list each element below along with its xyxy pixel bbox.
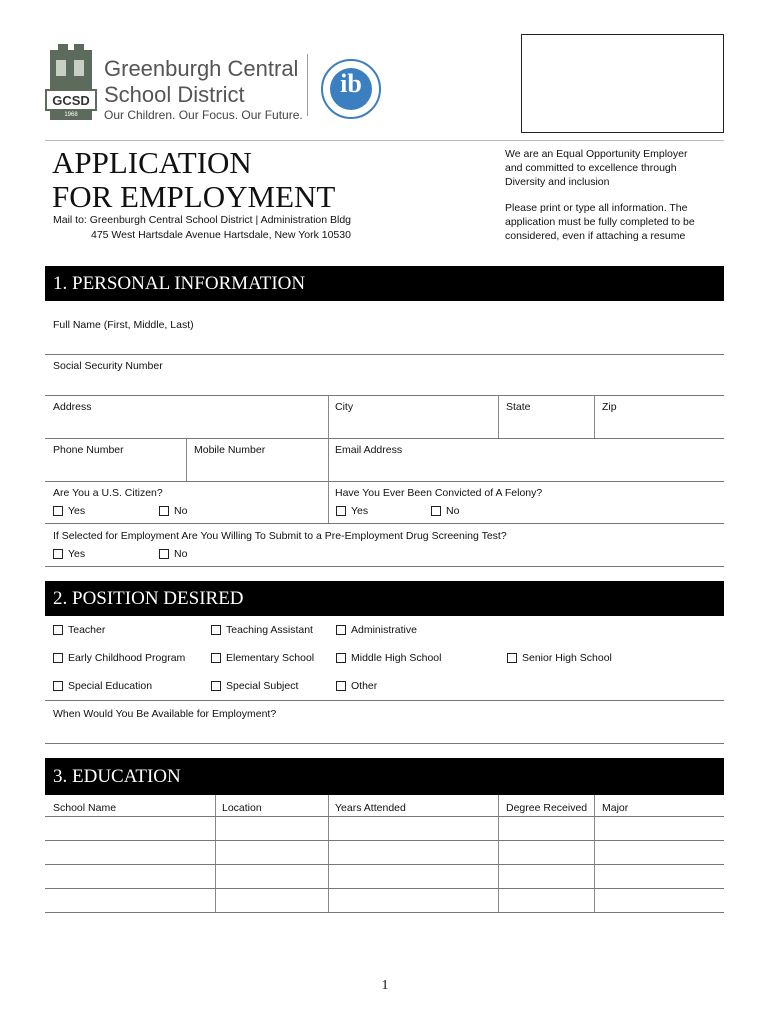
city-state-divider	[498, 395, 499, 438]
district-tagline: Our Children. Our Focus. Our Future.	[104, 108, 303, 122]
full-name-label: Full Name (First, Middle, Last)	[53, 319, 194, 331]
mobile-label: Mobile Number	[194, 444, 266, 456]
checkbox-label: Middle High School	[351, 652, 442, 664]
checkbox-label: Special Education	[68, 680, 153, 692]
early-childhood-checkbox[interactable]	[53, 652, 185, 664]
state-label: State	[506, 401, 531, 413]
checkbox-icon	[53, 625, 63, 635]
ib-logo-text: ib	[340, 69, 362, 98]
special-education-checkbox[interactable]	[53, 680, 152, 692]
checkbox-icon	[211, 625, 221, 635]
ib-logo	[318, 58, 384, 120]
drug-no-checkbox[interactable]	[159, 548, 187, 560]
education-row[interactable]	[45, 864, 724, 865]
instructions-line3: considered, even if attaching a resume	[505, 230, 686, 242]
logo-badge-text: GCSD	[52, 93, 90, 108]
checkbox-icon	[336, 625, 346, 635]
education-row[interactable]	[45, 912, 724, 913]
checkbox-icon	[159, 506, 169, 516]
col-major: Major	[602, 802, 629, 814]
page-title-line2: FOR EMPLOYMENT	[52, 179, 336, 214]
senior-high-checkbox[interactable]	[507, 652, 612, 664]
checkbox-label: No	[174, 548, 188, 560]
col-years-attended: Years Attended	[335, 802, 406, 814]
email-label: Email Address	[335, 444, 403, 456]
felony-no-checkbox[interactable]	[431, 505, 459, 517]
citizen-row-bottom	[45, 523, 724, 524]
col-degree-received: Degree Received	[506, 802, 588, 814]
checkbox-label: Special Subject	[226, 680, 299, 692]
education-col-divider	[498, 795, 499, 912]
logo-divider	[307, 54, 308, 116]
checkbox-icon	[507, 653, 517, 663]
middle-high-checkbox[interactable]	[336, 652, 441, 664]
checkbox-icon	[431, 506, 441, 516]
citizen-question: Are You a U.S. Citizen?	[53, 487, 163, 499]
section-personal-information: 1. PERSONAL INFORMATION	[45, 266, 724, 301]
checkbox-label: Yes	[68, 505, 86, 517]
ssn-label: Social Security Number	[53, 360, 163, 372]
checkbox-icon	[159, 549, 169, 559]
eoe-line3: Diversity and inclusion	[505, 176, 610, 188]
instructions-line1: Please print or type all information. The	[505, 202, 688, 214]
col-location: Location	[222, 802, 262, 814]
checkbox-icon	[336, 681, 346, 691]
header-divider	[45, 140, 724, 141]
eoe-line2: and committed to excellence through	[505, 162, 677, 174]
felony-yes-checkbox[interactable]	[336, 505, 368, 517]
photo-box	[521, 34, 724, 133]
education-col-divider	[215, 795, 216, 912]
checkbox-icon	[211, 653, 221, 663]
checkbox-label: Administrative	[351, 624, 417, 636]
mail-to-line1: Mail to: Greenburgh Central School District | Administration Bldg	[53, 214, 352, 226]
drug-row-bottom	[45, 566, 724, 567]
district-name-line2: School District	[104, 82, 245, 107]
education-row[interactable]	[45, 816, 724, 817]
city-label: City	[335, 401, 354, 413]
checkbox-label: Early Childhood Program	[68, 652, 186, 664]
education-col-divider	[594, 795, 595, 912]
felony-question: Have You Ever Been Convicted of A Felony?	[335, 487, 543, 499]
checkbox-icon	[336, 506, 346, 516]
checkbox-label: No	[174, 505, 188, 517]
checkbox-label: Teacher	[68, 624, 106, 636]
checkbox-label: Senior High School	[522, 652, 612, 664]
citizen-felony-divider	[328, 481, 329, 523]
administrative-checkbox[interactable]	[336, 624, 417, 636]
page-title-line1: APPLICATION	[52, 145, 252, 180]
education-row[interactable]	[45, 840, 724, 841]
citizen-yes-checkbox[interactable]	[53, 505, 85, 517]
mail-to-line2: 475 West Hartsdale Avenue Hartsdale, New York 10530	[91, 229, 351, 241]
citizen-no-checkbox[interactable]	[159, 505, 187, 517]
position-options-bottom	[45, 700, 724, 701]
section-position-desired: 2. POSITION DESIRED	[45, 581, 724, 616]
full-name-field[interactable]	[45, 354, 724, 355]
elementary-checkbox[interactable]	[211, 652, 314, 664]
teacher-checkbox[interactable]	[53, 624, 105, 636]
teaching-assistant-checkbox[interactable]	[211, 624, 313, 636]
district-logo	[44, 44, 306, 128]
checkbox-label: Yes	[68, 548, 86, 560]
availability-question: When Would You Be Available for Employment?	[53, 708, 277, 720]
checkbox-icon	[336, 653, 346, 663]
eoe-line1: We are an Equal Opportunity Employer	[505, 148, 688, 160]
col-school-name: School Name	[53, 802, 117, 814]
checkbox-label: No	[446, 505, 460, 517]
checkbox-label: Teaching Assistant	[226, 624, 313, 636]
checkbox-icon	[53, 506, 63, 516]
mobile-email-divider	[328, 438, 329, 481]
state-zip-divider	[594, 395, 595, 438]
checkbox-icon	[53, 653, 63, 663]
checkbox-label: Yes	[351, 505, 369, 517]
instructions-line2: application must be fully completed to be	[505, 216, 695, 228]
availability-field[interactable]	[45, 743, 724, 744]
logo-badge-year: 1968	[64, 112, 78, 118]
drug-yes-checkbox[interactable]	[53, 548, 85, 560]
education-col-divider	[328, 795, 329, 912]
phone-label: Phone Number	[53, 444, 124, 456]
address-field[interactable]	[45, 438, 724, 439]
checkbox-label: Elementary School	[226, 652, 315, 664]
zip-label: Zip	[602, 401, 617, 413]
checkbox-icon	[53, 549, 63, 559]
address-label: Address	[53, 401, 92, 413]
checkbox-icon	[53, 681, 63, 691]
drug-screening-question: If Selected for Employment Are You Willing To Submit to a Pre-Employment Drug Screening Test?	[53, 530, 507, 542]
ssn-field[interactable]	[45, 395, 724, 396]
education-row[interactable]	[45, 888, 724, 889]
page-number: 1	[381, 978, 389, 993]
phone-field[interactable]	[45, 481, 724, 482]
address-city-divider	[328, 395, 329, 438]
special-subject-checkbox[interactable]	[211, 680, 298, 692]
district-name-line1: Greenburgh Central	[104, 56, 299, 81]
checkbox-icon	[211, 681, 221, 691]
section-education: 3. EDUCATION	[45, 758, 724, 795]
phone-mobile-divider	[186, 438, 187, 481]
checkbox-label: Other	[351, 680, 378, 692]
other-checkbox[interactable]	[336, 680, 377, 692]
